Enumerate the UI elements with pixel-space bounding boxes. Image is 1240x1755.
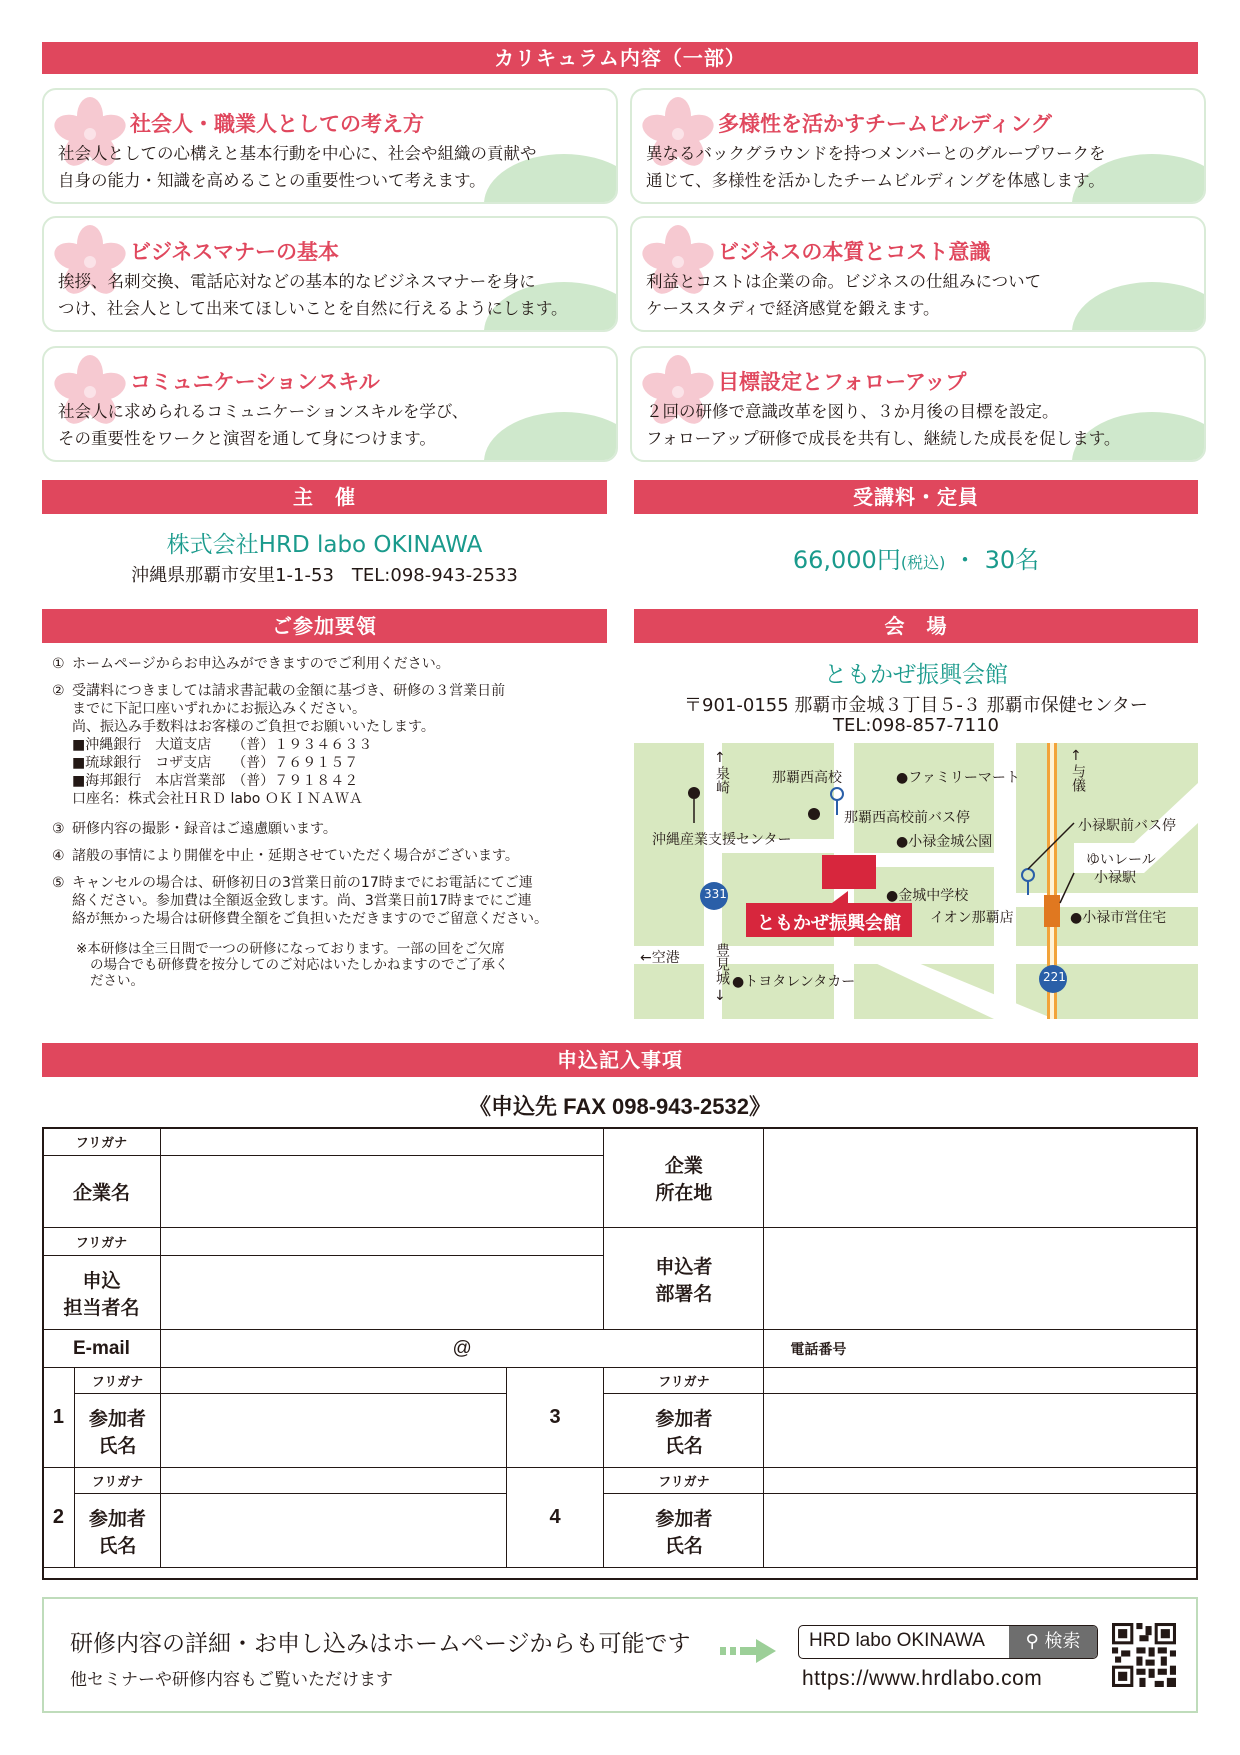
- participant-4-number: 4: [506, 1468, 604, 1568]
- department-field[interactable]: [764, 1228, 1198, 1330]
- participant-3-furigana-label: フリガナ: [604, 1368, 764, 1394]
- form-header: 申込記入事項: [42, 1043, 1198, 1077]
- curriculum-card-body: [646, 140, 1106, 194]
- map-bus-stop-nishi: 那覇西高校前バス停: [844, 810, 970, 826]
- search-button[interactable]: [1009, 1626, 1097, 1659]
- map-arrow-up: ↑: [714, 750, 726, 766]
- participant-2-name-label: [74, 1494, 160, 1568]
- curriculum-card-line: 社会人としての心構えと基本行動を中心に、社会や組織の貢献や: [58, 144, 537, 163]
- form-fax: 《申込先 FAX 098-943-2532》: [468, 1094, 772, 1119]
- curriculum-card-line: その重要性をワークと演習を通して身につけます。: [58, 429, 436, 448]
- requirement-line: [52, 682, 505, 700]
- footer-box: [42, 1597, 1198, 1713]
- participant-2-label-2: 氏名: [98, 1535, 137, 1557]
- requirement-item: [52, 847, 519, 865]
- requirement-line: [52, 655, 450, 673]
- curriculum-card-line: ケーススタディで経済感覚を鍛えます。: [646, 299, 940, 318]
- venue-marker: [822, 855, 876, 889]
- company-address-label: [604, 1128, 764, 1228]
- participant-4-furigana-field[interactable]: [764, 1468, 1198, 1494]
- map-tomigusuku: 豊見城: [714, 943, 730, 985]
- map-airport: ←空港: [640, 950, 680, 966]
- requirement-line: [52, 718, 505, 736]
- requirement-line: [52, 910, 548, 928]
- requirement-item: [52, 682, 505, 808]
- organizer-name: 株式会社HRD labo OKINAWA: [166, 532, 483, 558]
- requirement-text: ホームページからお申込みができますのでご利用ください。: [72, 656, 450, 672]
- map-oroku-housing: ●小禄市営住宅: [1070, 910, 1167, 926]
- participant-3-label-1: 参加者: [655, 1408, 713, 1430]
- requirement-number: ③: [52, 821, 65, 837]
- map-arrow-up-2: ↑: [1070, 748, 1082, 764]
- venue-name: ともかぜ振興会館: [824, 662, 1008, 688]
- participant-2-furigana-label: フリガナ: [74, 1468, 160, 1494]
- contact-label-2: 担当者名: [63, 1297, 140, 1319]
- participant-1-name-field[interactable]: [160, 1394, 506, 1468]
- requirement-text: キャンセルの場合は、研修初日の3営業日前の17時までにお電話にてご連: [72, 875, 533, 891]
- requirement-line: [52, 790, 505, 808]
- curriculum-card-line: つけ、社会人として出来てほしいことを自然に行えるようにします。: [58, 299, 568, 318]
- map-label-izumizaki: [714, 751, 729, 798]
- requirement-note-line: の場合でも研修費を按分してのご対応はいたしかねますのでご了承く: [90, 957, 509, 973]
- card-corner-decoration: [1072, 282, 1206, 332]
- email-label: E-mail: [43, 1330, 161, 1368]
- requirement-text: 絡が無かった場合は研修費全額をご負担いただきますのでご留意ください。: [72, 911, 548, 927]
- contact-furigana-label: フリガナ: [43, 1228, 161, 1256]
- participant-4-furigana-label: フリガナ: [604, 1468, 764, 1494]
- participant-3-name-label: [604, 1394, 764, 1468]
- arrow-right-icon: [720, 1639, 780, 1663]
- company-furigana-label: フリガナ: [43, 1128, 161, 1156]
- company-address-label-2: 所在地: [655, 1182, 713, 1204]
- map-route-331: 331: [704, 887, 727, 901]
- requirement-number: ④: [52, 848, 65, 864]
- venue-header: 会 場: [634, 609, 1198, 643]
- participant-1-furigana-label: フリガナ: [74, 1368, 160, 1394]
- map-kanagusuku-park: ●小禄金城公園: [896, 834, 993, 850]
- requirement-text: 研修内容の撮影・録音はご遠慮願います。: [72, 821, 337, 837]
- contact-name-field[interactable]: [160, 1256, 604, 1330]
- map-venue-label: ともかぜ振興会館: [757, 913, 901, 934]
- curriculum-card-body: [646, 268, 1041, 322]
- footer-sub: 他セミナーや研修内容もご覧いただけます: [70, 1670, 393, 1690]
- curriculum-card-body: [58, 268, 568, 322]
- requirement-text: までに下記口座いずれかにお振込みください。: [72, 701, 366, 717]
- requirement-text: 受講料につきましては請求書記載の金額に基づき、研修の３営業日前: [72, 683, 506, 699]
- organizer-address: 沖縄県那覇市安里1-1-53 TEL:098-943-2533: [131, 565, 518, 586]
- curriculum-card-line: 利益とコストは企業の命。ビジネスの仕組みについて: [646, 272, 1042, 291]
- participant-1-name-label: [74, 1394, 160, 1468]
- curriculum-card: [630, 216, 1206, 332]
- map-kinjo-school: ●金城中学校: [886, 888, 969, 904]
- fee-header: 受講料・定員: [634, 480, 1198, 514]
- requirement-item: [52, 655, 450, 673]
- requirement-line: [52, 820, 337, 838]
- participant-3-furigana-field[interactable]: [764, 1368, 1198, 1394]
- curriculum-card-title: 目標設定とフォローアップ: [718, 370, 967, 394]
- requirement-item: [52, 820, 337, 838]
- curriculum-card: [630, 88, 1206, 204]
- requirement-number: ①: [52, 656, 65, 672]
- email-at: @: [452, 1337, 472, 1359]
- participant-1-number: 1: [43, 1368, 75, 1468]
- participant-4-label-1: 参加者: [655, 1508, 713, 1530]
- participant-1-furigana-field[interactable]: [160, 1368, 506, 1394]
- requirement-line: [52, 736, 505, 754]
- fee-tax: (税込): [900, 553, 946, 572]
- qr-code-icon: [1112, 1623, 1176, 1687]
- requirement-text: 絡ください。参加費は全額返金致します。尚、3営業日前17時までにご連: [72, 893, 532, 909]
- search-button-label: 検索: [1044, 1631, 1081, 1652]
- curriculum-card-line: 通じて、多様性を活かしたチームビルディングを体感します。: [646, 171, 1105, 190]
- participant-1-label-2: 氏名: [98, 1435, 137, 1457]
- company-furigana-field[interactable]: [160, 1128, 604, 1156]
- footer-main: 研修内容の詳細・お申し込みはホームページからも可能です: [70, 1631, 691, 1657]
- application-form: [42, 1127, 1198, 1568]
- map-yogi: 与儀: [1070, 764, 1086, 792]
- requirement-item: [52, 874, 548, 928]
- organizer-header: 主 催: [42, 480, 607, 514]
- curriculum-card-title: 多様性を活かすチームビルディング: [718, 112, 1052, 136]
- curriculum-card: [42, 88, 618, 204]
- requirement-line: [52, 874, 548, 892]
- requirement-text: 尚、振込み手数料はお客様のご負担でお願いいたします。: [72, 719, 435, 735]
- curriculum-card-line: 自身の能力・知識を高めることの重要性ついて考えます。: [58, 171, 486, 190]
- requirement-number: ②: [52, 683, 65, 699]
- requirement-note-line: ※本研修は全三日間で一つの研修になっております。一部の回をご欠席: [76, 941, 505, 957]
- venue-tel: TEL:098-857-7110: [833, 715, 999, 736]
- curriculum-card-line: 異なるバックグラウンドを持つメンバーとのグループワークを: [646, 144, 1106, 163]
- participant-3-number: 3: [506, 1368, 604, 1468]
- department-label-1: 申込者: [655, 1256, 713, 1278]
- fee-value: [634, 540, 1198, 575]
- participant-4-label-2: 氏名: [664, 1535, 703, 1557]
- footer-url[interactable]: https://www.hrdlabo.com: [802, 1667, 1043, 1690]
- map-oroku-bus: 小禄駅前バス停: [1078, 818, 1176, 834]
- fee-price: 66,000円: [792, 546, 901, 574]
- curriculum-card-body: [646, 398, 1120, 452]
- contact-label-1: 申込: [82, 1270, 121, 1292]
- email-field[interactable]: [160, 1330, 763, 1368]
- map-arrow-down: ↓: [714, 988, 726, 1004]
- card-corner-decoration: [484, 412, 618, 462]
- curriculum-card-title: コミュニケーションスキル: [130, 370, 380, 394]
- participant-4-name-label: [604, 1494, 764, 1568]
- requirement-text: 口座名：株式会社ＨＲＤ labo ＯＫＩＮＡＷＡ: [72, 791, 363, 807]
- map-label-yogi: [1070, 749, 1085, 796]
- requirement-line: [52, 892, 548, 910]
- search-icon: ⚲: [1025, 1631, 1039, 1652]
- search-box[interactable]: [798, 1625, 1098, 1659]
- contact-name-label: [43, 1256, 161, 1330]
- participant-2-furigana-field[interactable]: [160, 1468, 506, 1494]
- participant-1-label-1: 参加者: [88, 1408, 146, 1430]
- company-address-label-1: 企業: [664, 1155, 703, 1177]
- curriculum-card-body: [58, 398, 468, 452]
- requirement-text: ■海邦銀行 本店営業部 （普）７９１８４２: [72, 773, 359, 789]
- requirement-text: ■沖縄銀行 大道支店 （普）１９３４６３３: [72, 737, 373, 753]
- requirements-header: ご参加要領: [42, 609, 607, 643]
- phone-field[interactable]: [764, 1330, 1198, 1368]
- search-text: HRD labo OKINAWA: [809, 1630, 985, 1651]
- map-izumizaki: 泉崎: [714, 766, 730, 794]
- requirement-note-line: ださい。: [90, 973, 144, 989]
- curriculum-card-title: ビジネスの本質とコスト意識: [718, 240, 991, 264]
- curriculum-card-title: 社会人・職業人としての考え方: [130, 112, 424, 136]
- map-yui-rail: ゆいレール: [1086, 852, 1156, 868]
- map-aeon: イオン那覇店: [930, 910, 1014, 926]
- participant-2-name-field[interactable]: [160, 1494, 506, 1568]
- contact-furigana-field[interactable]: [160, 1228, 604, 1256]
- participant-2-label-1: 参加者: [88, 1508, 146, 1530]
- requirement-text: 諸般の事情により開催を中止・延期させていただく場合がございます。: [72, 848, 519, 864]
- map-naha-nishi: 那覇西高校: [772, 770, 842, 786]
- participant-4-name-field[interactable]: [764, 1494, 1198, 1568]
- requirement-line: [52, 700, 505, 718]
- venue-map: [634, 743, 1198, 1019]
- venue-address: 〒901-0155 那覇市金城３丁目５-３ 那覇市保健センター: [684, 695, 1148, 716]
- participant-3-name-field[interactable]: [764, 1394, 1198, 1468]
- department-label: [604, 1228, 764, 1330]
- requirement-line: [52, 754, 505, 772]
- company-name-field[interactable]: [160, 1156, 604, 1228]
- department-label-2: 部署名: [655, 1283, 713, 1305]
- requirement-note: [76, 941, 509, 989]
- map-family-mart: ●ファミリーマート: [896, 770, 1020, 786]
- requirement-number: ⑤: [52, 875, 65, 891]
- participant-2-number: 2: [43, 1468, 75, 1568]
- curriculum-card: [42, 346, 618, 462]
- curriculum-card-body: [58, 140, 537, 194]
- curriculum-card-line: 挨拶、名刺交換、電話応対などの基本的なビジネスマナーを身に: [58, 272, 536, 291]
- curriculum-card-line: ２回の研修で意識改革を図り、３か月後の目標を設定。: [646, 402, 1059, 421]
- map-okinawa-center: 沖縄産業支援センター: [652, 832, 792, 848]
- map-toyota: ●トヨタレンタカー: [732, 974, 856, 990]
- company-name-label: 企業名: [43, 1156, 161, 1228]
- phone-label: 電話番号: [790, 1340, 847, 1357]
- map-route-221: 221: [1043, 970, 1066, 984]
- curriculum-card: [42, 216, 618, 332]
- requirement-text: ■琉球銀行 コザ支店 （普）７６９１５７: [72, 755, 359, 771]
- curriculum-header: カリキュラム内容（一部）: [42, 42, 1198, 74]
- curriculum-card: [630, 346, 1206, 462]
- curriculum-card-line: 社会人に求められるコミュニケーションスキルを学び、: [58, 402, 469, 421]
- curriculum-card-title: ビジネスマナーの基本: [130, 240, 339, 264]
- requirement-line: [52, 772, 505, 790]
- company-address-field[interactable]: [764, 1128, 1198, 1228]
- curriculum-card-line: フォローアップ研修で成長を共有し、継続した成長を促します。: [646, 429, 1121, 448]
- participant-3-label-2: 氏名: [664, 1435, 703, 1457]
- map-label-tomigusuku: [714, 943, 729, 1004]
- requirement-line: [52, 847, 519, 865]
- fee-capacity: ・ 30名: [952, 546, 1040, 574]
- map-oroku-station: 小禄駅: [1094, 870, 1136, 886]
